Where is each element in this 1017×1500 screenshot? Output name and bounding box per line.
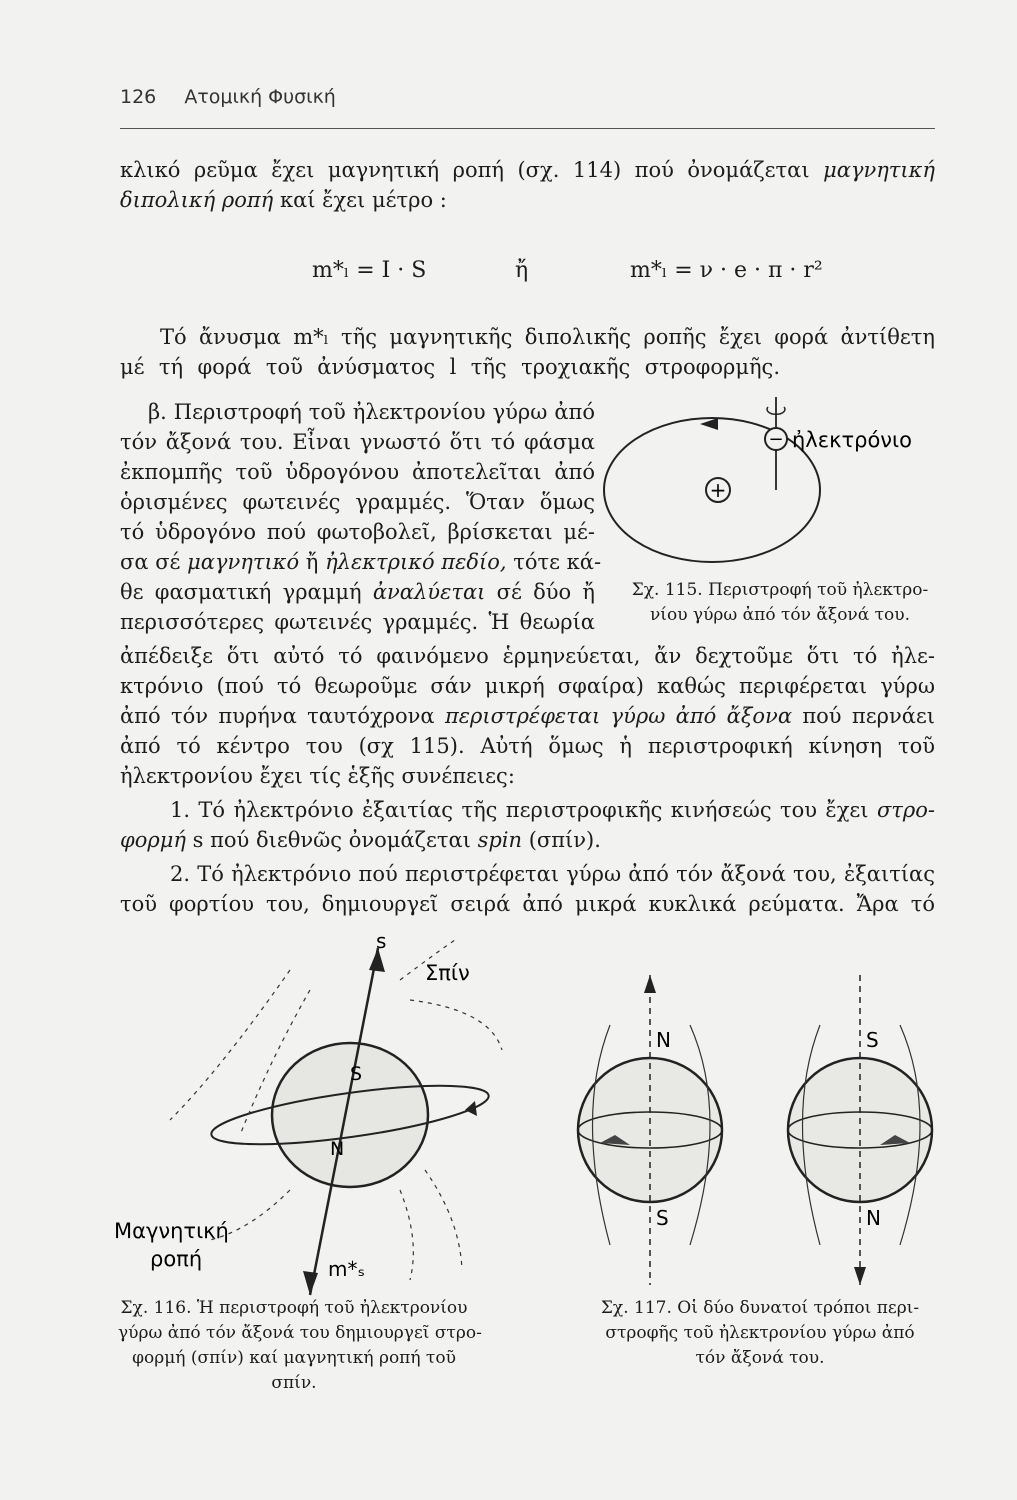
formula-or: ἤ bbox=[515, 258, 529, 283]
text-line-15: ἀπό τόν πυρήνα ταυτόχρονα περιστρέφεται γύρω ἀπό ἄξονα πού περνάει bbox=[120, 704, 936, 728]
text-line-20: 2. Τό ἠλεκτρόνιο πού περιστρέφεται γύρω ἀπό τόν ἄξονά του, ἐξαιτίας bbox=[170, 862, 935, 886]
label-s: s bbox=[376, 929, 387, 953]
text-line-4: μέ τή φορά τοῦ ἀνύσματος l τῆς τροχιακῆς στροφορμῆς. bbox=[120, 355, 780, 379]
text-line-21: τοῦ φορτίου του, δημιουργεῖ σειρά ἀπό μικρά κυκλικά ρεύματα. Ἄρα τό bbox=[120, 892, 935, 916]
formula-current-area: m*ₗ = I · S bbox=[312, 258, 427, 283]
label-north-pole: N bbox=[330, 1138, 345, 1160]
header-rule bbox=[120, 128, 935, 129]
figure-117 bbox=[570, 965, 950, 1295]
text-line-6: τόν ἄξονά του. Εἶναι γνωστό ὅτι τό φάσμα bbox=[120, 430, 595, 454]
moment-arrow-icon bbox=[303, 1271, 318, 1295]
text-line-10: σα σέ μαγνητικό ἤ ἠλεκτρικό πεδίο, τότε κά- bbox=[120, 550, 602, 574]
formula-frequency: m*ₗ = ν · e · π · r² bbox=[630, 258, 823, 283]
sphere-left bbox=[578, 975, 722, 1285]
label-moment: ροπή bbox=[150, 1247, 203, 1271]
label-spin: Σπίν bbox=[425, 961, 470, 985]
text-line-2: διπολική ροπή καί ἔχει μέτρο : bbox=[120, 188, 447, 212]
label-magnetic: Μαγνητική bbox=[114, 1219, 229, 1243]
text-line-16: ἀπό τό κέντρο του (σχ 115). Αὐτή ὅμως ἡ περιστροφική κίνηση τοῦ bbox=[120, 734, 935, 758]
electron-minus: − bbox=[768, 429, 784, 450]
text-line-13: ἀπέδειξε ὅτι αὐτό τό φαινόμενο ἑρμηνεύεται, ἄν δεχτοῦμε ὅτι τό ἠλε- bbox=[120, 644, 935, 668]
text-line-5: β. Περιστροφή τοῦ ἠλεκτρονίου γύρω ἀπό bbox=[148, 400, 595, 424]
text-line-18: 1. Τό ἠλεκτρόνιο ἐξαιτίας τῆς περιστροφικῆς κινήσεώς του ἔχει στρο- bbox=[170, 798, 935, 822]
text-line-14: κτρόνιο (πού τό θεωροῦμε σάν μικρή σφαίρα) καθώς περιφέρεται γύρω bbox=[120, 674, 935, 698]
orbit-arrow-icon bbox=[700, 418, 718, 430]
left-top-pole: N bbox=[656, 1028, 671, 1052]
text-line-19: φορμή s πού διεθνῶς ὀνομάζεται spin (σπίν). bbox=[120, 828, 601, 852]
figure-116 bbox=[110, 930, 510, 1300]
label-ms: m*ₛ bbox=[328, 1257, 365, 1281]
caption-115: Σχ. 115. Περιστροφή τοῦ ἠλεκτρο- νίου γύρω ἀπό τόν ἄξονά του. bbox=[631, 580, 929, 625]
text-line-17: ἠλεκτρονίου ἔχει τίς ἑξῆς συνέπειες: bbox=[120, 764, 515, 788]
label-electron: ἠλεκτρόνιο bbox=[792, 428, 912, 452]
sphere-right bbox=[788, 975, 932, 1285]
right-bottom-pole: N bbox=[866, 1206, 881, 1230]
text-line-8: ὁρισμένες φωτεινές γραμμές. Ὅταν ὅμως bbox=[120, 490, 595, 514]
left-bottom-pole: S bbox=[656, 1206, 669, 1230]
caption-117: Σχ. 117. Οἱ δύο δυνατοί τρόποι περι- στροφῆς τοῦ ἠλεκτρονίου γύρω ἀπό τόν ἄξονά του. bbox=[600, 1298, 920, 1368]
text-line-7: ἐκπομπῆς τοῦ ὑδρογόνου ἀποτελεῖται ἀπό bbox=[120, 460, 595, 484]
page-number: 126 bbox=[120, 86, 157, 108]
page-header bbox=[120, 86, 336, 108]
running-title: Ατομική Φυσική bbox=[184, 86, 336, 108]
text-line-12: περισσότερες φωτεινές γραμμές. Ἡ θεωρία bbox=[120, 610, 595, 634]
label-south-pole: S bbox=[350, 1063, 363, 1085]
right-top-pole: S bbox=[866, 1028, 879, 1052]
text-line-1: κλικό ρεῦμα ἔχει μαγνητική ροπή (σχ. 114) πού ὀνομάζεται μαγνητική bbox=[120, 158, 935, 182]
nucleus-plus: + bbox=[709, 478, 727, 502]
text-line-11: θε φασματική γραμμή ἀναλύεται σέ δύο ἤ bbox=[120, 580, 595, 604]
figure-115 bbox=[600, 395, 940, 580]
text-line-9: τό ὑδρογόνο πού φωτοβολεῖ, βρίσκεται μέ- bbox=[120, 520, 595, 544]
text-line-3: Τό ἄνυσμα m*ₗ τῆς μαγνητικῆς διπολικῆς ροπῆς ἔχει φορά ἀντίθετη bbox=[160, 325, 935, 349]
caption-116: Σχ. 116. Ἡ περιστροφή τοῦ ἠλεκτρονίου γύρω ἀπό τόν ἄξονά του δημιουργεῖ στρο- φορμή (σπίν) καί μαγνητική ροπή τοῦ σπίν. bbox=[118, 1298, 482, 1393]
